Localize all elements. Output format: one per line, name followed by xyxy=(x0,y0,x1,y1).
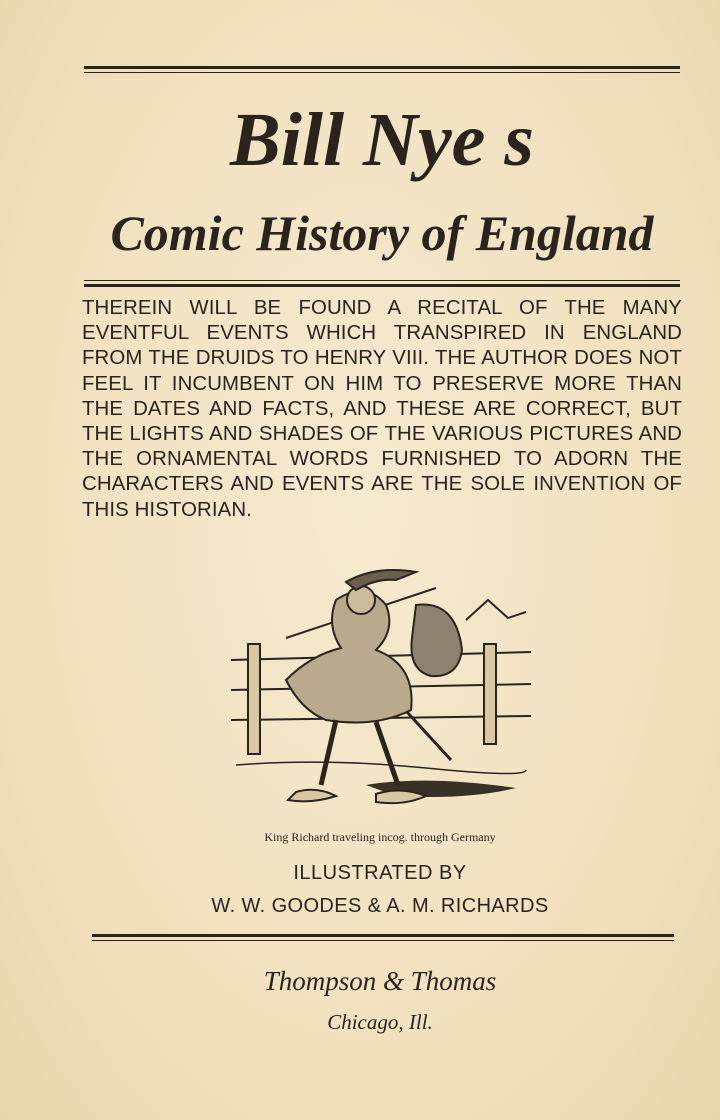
publisher-city: Chicago, Ill. xyxy=(327,1010,433,1034)
book-title: Comic History of England xyxy=(110,205,654,261)
illustrator-names: W. W. GOODES & A. M. RICHARDS xyxy=(211,895,549,917)
book-title-author: Bill Nye s xyxy=(230,98,534,182)
publisher-name: Thompson & Thomas xyxy=(263,966,497,996)
bottom-rule xyxy=(92,934,674,941)
illustration-caption: King Richard traveling incog. through Germany xyxy=(264,830,496,844)
description-paragraph: THEREIN WILL BE FOUND A RECITAL OF THE MANY EVENTFUL EVENTS WHICH TRANSPIRED IN ENGLAND FROM THE DRUIDS TO HENRY VIII. THE AUTHOR DOES NOT FEEL IT INCUMBENT ON HIM TO PRESERVE MORE THAN THE DATES AND FACTS, AND THESE ARE CORRECT, BUT THE LIGHTS AND SHADES OF THE VARIOUS PICTURES AND THE ORNAMENTAL WORDS FURNISHED TO ADORN THE CHARACTERS AND EVENTS ARE THE SOLE INVENTION OF THIS HISTORIAN. xyxy=(82,297,682,521)
top-rule xyxy=(84,66,680,73)
title-rule xyxy=(84,280,680,287)
king-richard-illustration xyxy=(226,560,536,830)
illustrated-by-label: ILLUSTRATED BY xyxy=(293,862,467,884)
